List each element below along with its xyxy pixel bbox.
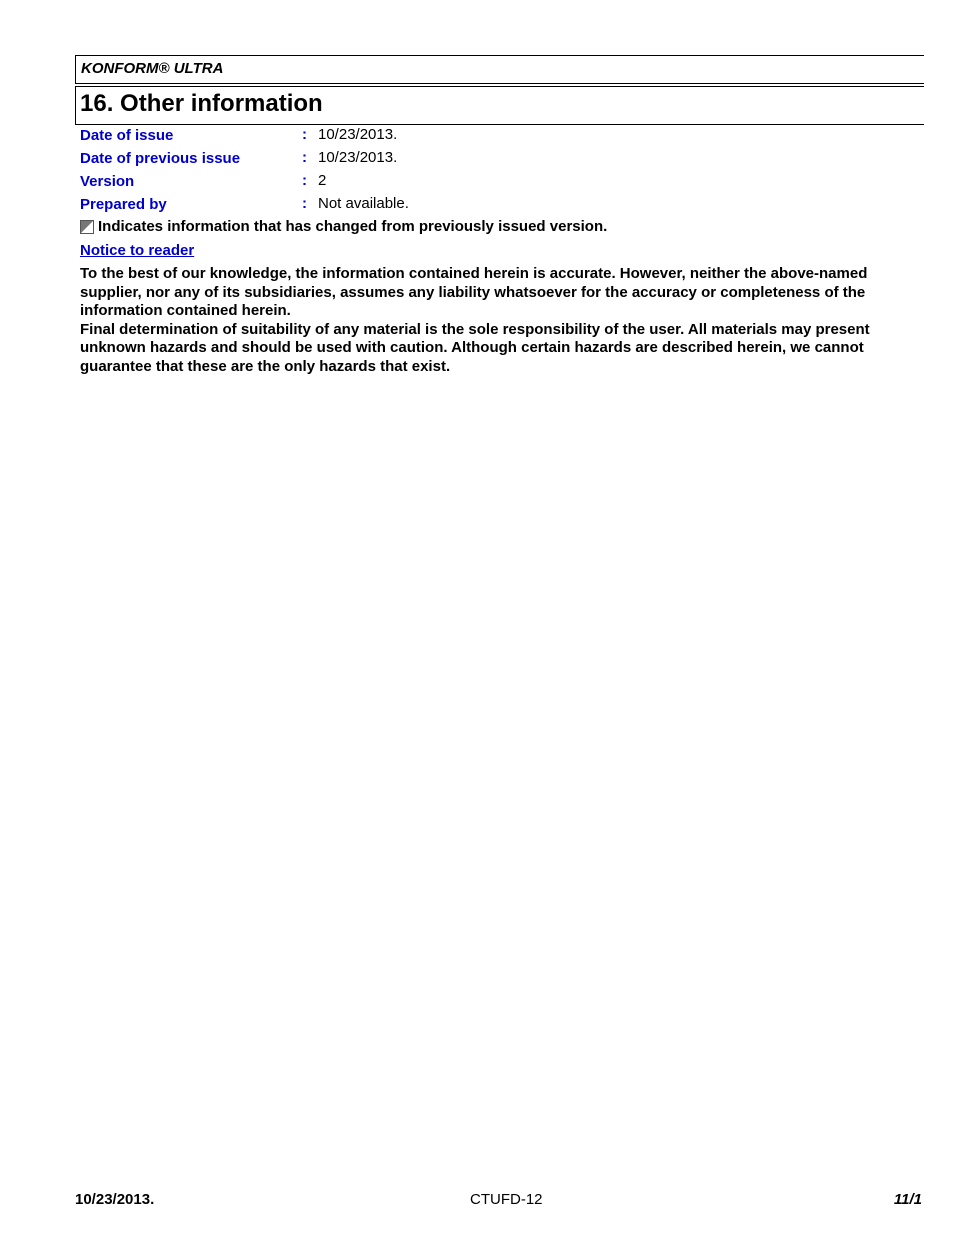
info-row-prepared-by — [80, 194, 920, 217]
info-value: 2 — [318, 172, 327, 189]
change-note-text: Indicates information that has changed from previously issued version. — [98, 218, 608, 235]
footer-page-number: 11/1 — [893, 1191, 922, 1208]
info-label: Prepared by — [80, 196, 167, 213]
info-colon: : — [302, 195, 307, 212]
info-row-version — [80, 171, 920, 194]
info-value: 10/23/2013. — [318, 126, 398, 143]
info-label: Date of previous issue — [80, 150, 241, 167]
info-label: Date of issue — [80, 127, 174, 144]
footer-code: CTUFD-12 — [470, 1191, 543, 1208]
section-header-bar — [75, 86, 924, 125]
change-note — [80, 218, 607, 235]
changed-marker-icon — [80, 220, 94, 234]
info-colon: : — [302, 126, 307, 143]
info-value: Not available. — [318, 195, 409, 212]
notice-to-reader-link[interactable]: Notice to reader — [80, 242, 195, 259]
info-value: 10/23/2013. — [318, 149, 398, 166]
product-header-bar — [75, 55, 924, 84]
product-name: KONFORM® ULTRA — [81, 60, 224, 77]
info-colon: : — [302, 172, 307, 189]
info-row-date-of-previous-issue — [80, 148, 920, 171]
info-row-date-of-issue — [80, 125, 920, 148]
footer-date: 10/23/2013. — [75, 1191, 155, 1208]
info-label: Version — [80, 173, 135, 190]
disclaimer-paragraph: To the best of our knowledge, the information contained herein is accurate. However, neither the above-named supplier, nor any of its subsidiaries, assumes any liability whatsoever for the accuracy or completeness of the information contained herein. — [80, 265, 868, 319]
section-title: 16. Other information — [80, 90, 323, 117]
info-colon: : — [302, 149, 307, 166]
disclaimer-paragraph: Final determination of suitability of any material is the sole responsibility of the user. All materials may present unknown hazards and should be used with caution. Although certain hazards are described herein, we cannot guarantee that these are the only hazards that exist. — [80, 320, 870, 375]
info-table — [80, 125, 920, 217]
notice-disclaimer — [80, 265, 910, 376]
